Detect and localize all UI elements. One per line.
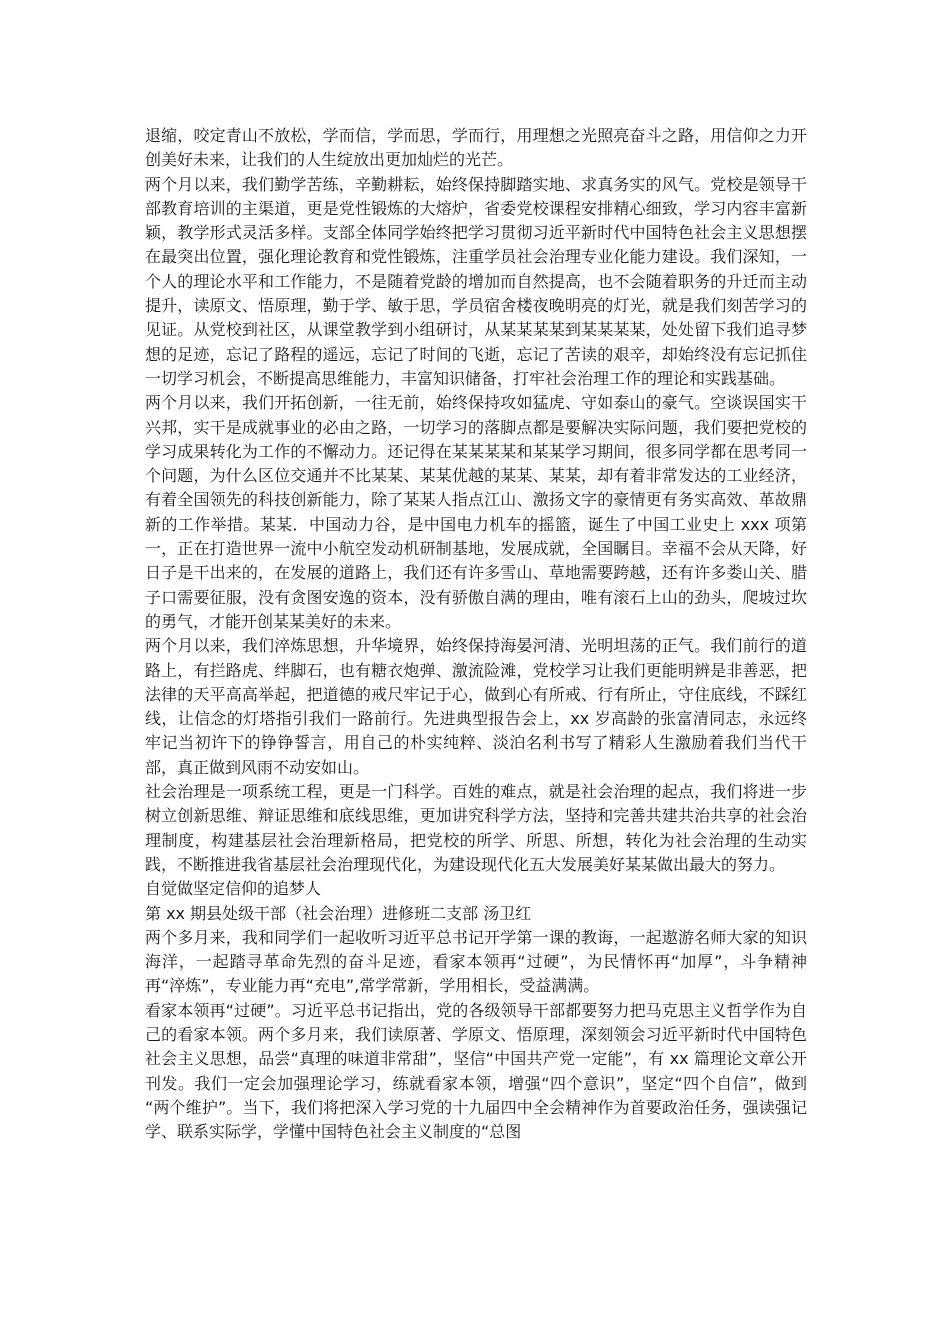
paragraph-6: 两个多月来，我和同学们一起收听习近平总书记开学第一课的教诲，一起遨游名师大家的知识海洋，一起踏寻革命先烈的奋斗足迹，看家本领再“过硬”，为民情怀再“加厚”，斗争精神再“淬炼”，专业能力再“充电”,常学常新，学用相长，受益满满。 — [145, 927, 807, 996]
document-page — [145, 124, 807, 1144]
article-byline: 第 xx 期县处级干部（社会治理）进修班二支部 汤卫红 — [145, 903, 532, 923]
article-title: 自觉做坚定信仰的追梦人 — [145, 879, 322, 899]
paragraph-1: 退缩，咬定青山不放松，学而信，学而思，学而行，用理想之光照亮奋斗之路，用信仰之力开创美好未来，让我们的人生绽放出更加灿烂的光芒。 — [145, 126, 807, 170]
paragraph-4: 两个月以来，我们淬炼思想，升华境界，始终保持海晏河清、光明坦荡的正气。我们前行的道路上，有拦路虎、绊脚石，也有糖衣炮弹、激流险滩，党校学习让我们更能明辨是非善恶，把法律的天平高高举起，把道德的戒尺牢记于心，做到心有所戒、行有所止，守住底线，不踩红线，让信念的灯塔指引我们一路前行。先进典型报告会上，xx 岁高龄的张富清同志，永远终牢记当初许下的铮铮誓言，用自己的朴实纯粹、淡泊名利书写了精彩人生激励着我们当代干部，真正做到风雨不动安如山。 — [145, 636, 807, 777]
paragraph-3: 两个月以来，我们开拓创新，一往无前，始终保持攻如猛虎、守如泰山的豪气。空谈误国实干兴邦，实干是成就事业的必由之路，一切学习的落脚点都是要解决实际问题，我们要把党校的学习成果转化为工作的不懈动力。还记得在某某某某和某某学习期间，很多同学都在思考同一个问题，为什么区位交通并不比某某、某某优越的某某、某某，却有着非常发达的工业经济，有着全国领先的科技创新能力，除了某某人指点江山、激扬文字的豪情更有务实高效、革故鼎新的工作举措。某某．中国动力谷，是中国电力机车的摇篮，诞生了中国工业史上 xxx 项第一，正在打造世界一流中小航空发动机研制基地，发展成就，全国瞩目。幸福不会从天降，好日子是干出来的，在发展的道路上，我们还有许多雪山、草地需要跨越，还有许多娄山关、腊子口需要征服，没有贪图安逸的资本，没有骄傲自满的理由，唯有滚石上山的劲头，爬坡过坎的勇气，才能开创某某美好的未来。 — [145, 393, 807, 631]
paragraph-5: 社会治理是一项系统工程，更是一门科学。百姓的难点，就是社会治理的起点，我们将进一步树立创新思维、辩证思维和底线思维，更加讲究科学方法，坚持和完善共建共治共享的社会治理制度，构建基层社会治理新格局，把党校的所学、所思、所想，转化为社会治理的生动实践，不断推进我省基层社会治理现代化，为建设现代化五大发展美好某某做出最大的努力。 — [145, 782, 807, 874]
paragraph-2: 两个月以来，我们勤学苦练，辛勤耕耘，始终保持脚踏实地、求真务实的风气。党校是领导干部教育培训的主渠道，更是党性锻炼的大熔炉，省委党校课程安排精心细致，学习内容丰富新颖，教学形式灵活多样。支部全体同学始终把学习贯彻习近平新时代中国特色社会主义思想摆在最突出位置，强化理论教育和党性锻炼，注重学员社会治理专业化能力建设。我们深知，一个人的理论水平和工作能力，不是随着党龄的增加而自然提高，也不会随着职务的升迁而主动提升，读原文、悟原理，勤于学、敏于思，学员宿舍楼夜晚明亮的灯光，就是我们刻苦学习的见证。从党校到社区，从课堂教学到小组研讨，从某某某某到某某某某，处处留下我们追寻梦想的足迹，忘记了路程的遥远，忘记了时间的飞逝，忘记了苦读的艰辛，却始终没有忘记抓住一切学习机会，不断提高思维能力，丰富知识储备，打牢社会治理工作的理论和实践基础。 — [145, 174, 807, 388]
paragraph-7: 看家本领再“过硬”。习近平总书记指出，党的各级领导干部都要努力把马克思主义哲学作为自己的看家本领。两个多月来，我们读原著、学原文、悟原理，深刻领会习近平新时代中国特色社会主义思想，品尝“真理的味道非常甜”，坚信“中国共产党一定能”，有 xx 篇理论文章公开刊发。我们一定会加强理论学习，练就看家本领，增强“四个意识”，坚定“四个自信”，做到 “两个维护”。当下，我们将把深入学习党的十九届四中全会精神作为首要政治任务，强读强记学、联系实际学，学懂中国特色社会主义制度的“总图 — [145, 1000, 807, 1142]
